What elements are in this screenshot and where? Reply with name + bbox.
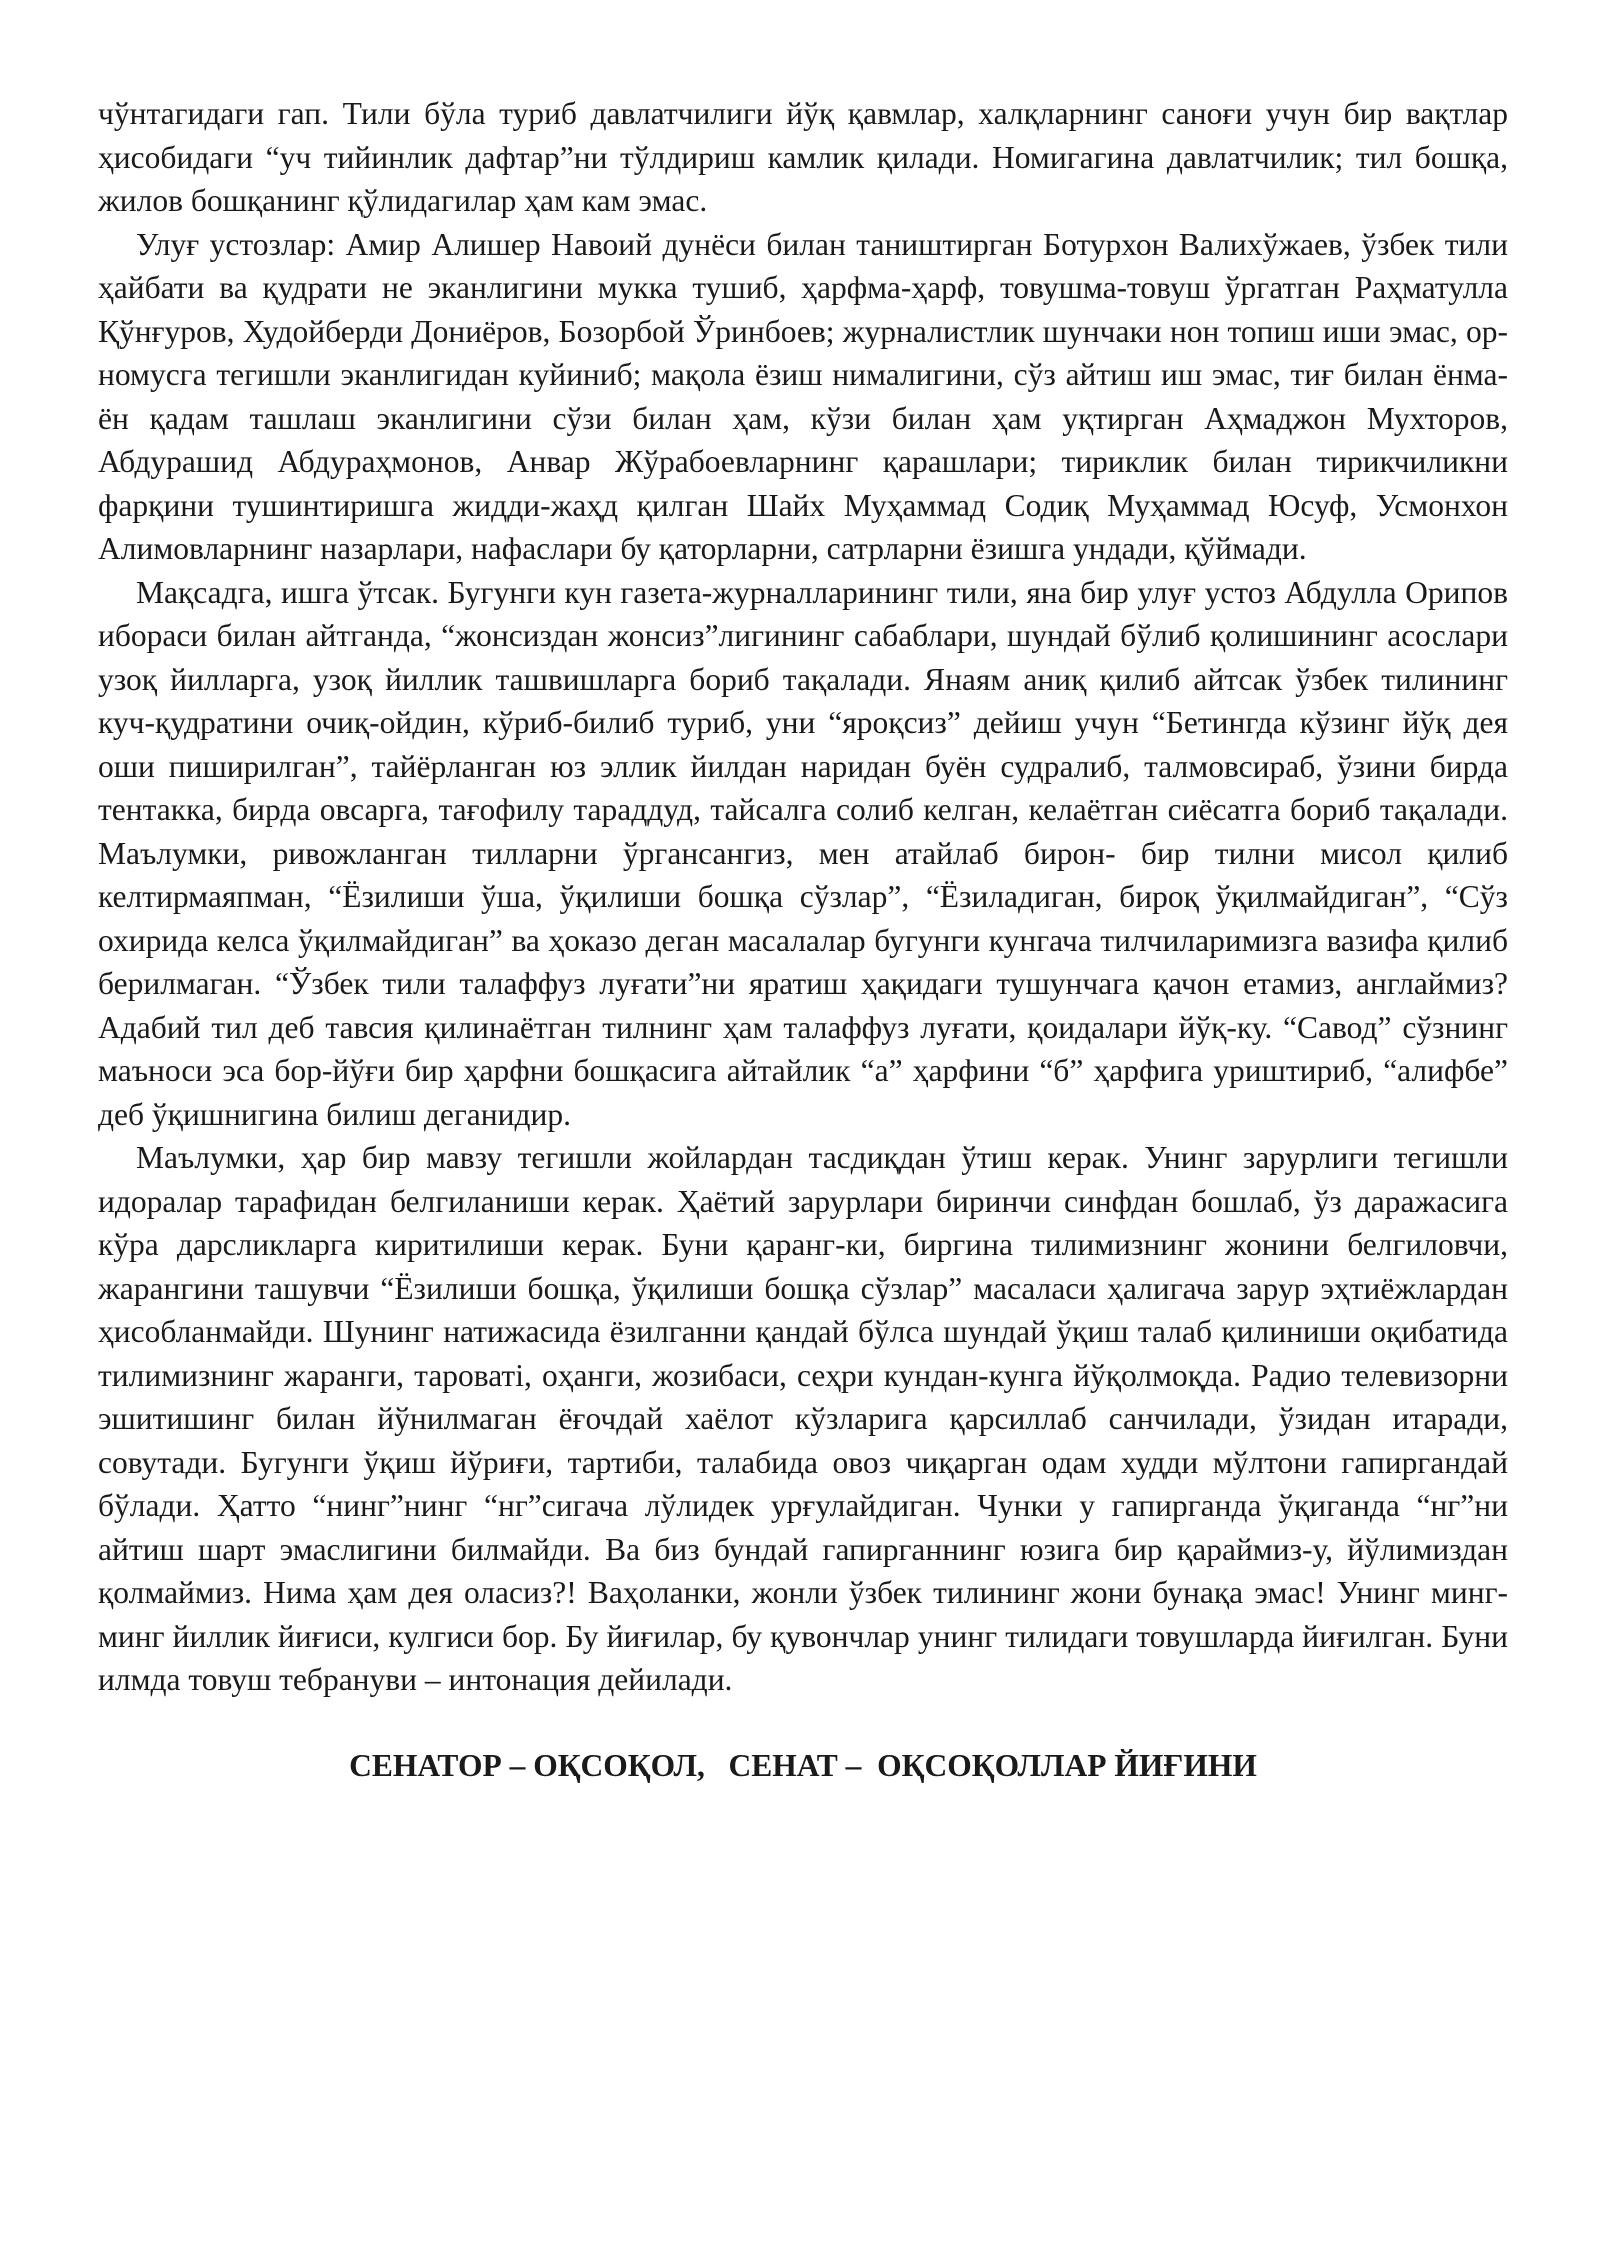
paragraph-purpose: Мақсадга, ишга ўтсак. Бугунги кун газета-журналларининг тили, яна бир улуғ устоз Абдулла Орипов ибораси билан айтганда, “жонсиздан жонсиз”лигининг сабаблари, шундай бўлиб қолишининг асослари узоқ йилларга, узоқ йиллик ташвишларга бориб тақалади. Янаям аниқ қилиб айтсак ўзбек тилининг куч-қудратини очиқ-ойдин, кўриб-билиб туриб, уни “яроқсиз” дейиш учун “Бетингда кўзинг йўқ дея оши пиширилган”, тайёрланган юз эллик йилдан наридан буён судралиб, талмовсираб, ўзини бирда тентакка, бирда овсарга, тағофилу тараддуд, тайсалга солиб келган, келаётган сиёсатга бориб тақалади. Маълумки, ривожланган тилларни ўргансангиз, мен атайлаб бирон- бир тилни мисол қилиб келтирмаяпман, “Ёзилиши ўша, ўқилиши бошқа сўзлар”, “Ёзиладиган, бироқ ўқилмайдиган”, “Сўз охирида келса ўқилмайдиган” ва ҳоказо деган масалалар бугунги кунгача тилчиларимизга вазифа қилиб берилмаган. “Ўзбек тили талаффуз луғати”ни яратиш ҳақидаги тушунчага қачон етамиз, англаймиз? Адабий тил деб тавсия қилинаётган тилнинг ҳам талаффуз луғати, қоидалари йўқ-ку. “Савод” сўзнинг маъноси эса бор-йўғи бир ҳарфни бошқасига айтайлик “а” ҳарфини “б” ҳарфига уриштириб, “алифбе” деб ўқишнигина билиш деганидир. xyxy=(98,574,1508,1132)
section-heading: СЕНАТОР – ОҚСОҚОЛ, СЕНАТ – ОҚСОҚОЛЛАР ЙИҒИНИ xyxy=(349,1747,1257,1783)
document-page xyxy=(98,92,1508,1787)
paragraph-teachers: Улуғ устозлар: Амир Алишер Навоий дунёси билан таништирган Ботурхон Валихўжаев, ўзбек тили ҳайбати ва қудрати не эканлигини мукка тушиб, ҳарфма-ҳарф, товушма-товуш ўргатган Раҳматулла Қўнғуров, Худойберди Дониёров, Бозорбой Ўринбоев; журналистлик шунчаки нон топиш иши эмас, ор-номусга тегишли эканлигидан куйиниб; мақола ёзиш нималигини, сўз айтиш иш эмас, тиғ билан ёнма-ён қадам ташлаш эканлигини сўзи билан ҳам, кўзи билан ҳам уқтирган Аҳмаджон Мухторов, Абдурашид Абдураҳмонов, Анвар Жўрабоевларнинг қарашлари; тириклик билан тирикчиликни фарқини тушинтиришга жидди-жаҳд қилган Шайх Муҳаммад Содиқ Муҳаммад Юсуф, Усмонхон Алимовларнинг назарлари, нафаслари бу қаторларни, сатрларни ёзишга ундади, қўймади. xyxy=(98,226,1508,566)
paragraph-pronunciation: Маълумки, ҳар бир мавзу тегишли жойлардан тасдиқдан ўтиш керак. Унинг зарурлиги тегишли идоралар тарафидан белгиланиши керак. Ҳаётий зарурлари биринчи синфдан бошлаб, ўз даражасига кўра дарсликларга киритилиши керак. Буни қаранг-ки, биргина тилимизнинг жонини белгиловчи, жарангини ташувчи “Ёзилиши бошқа, ўқилиши бошқа сўзлар” масаласи ҳалигача зарур эҳтиёжлардан ҳисобланмайди. Шунинг натижасида ёзилганни қандай бўлса шундай ўқиш талаб қилиниши оқибатида тилимизнинг жаранги, тароватi, оҳанги, жозибаси, сеҳри кундан-кунга йўқолмоқда. Радио телевизорни эшитишинг билан йўнилмаган ёғочдай хаёлот кўзларига қарсиллаб санчилади, ўзидан итаради, совутади. Бугунги ўқиш йўриғи, тартиби, талабида овоз чиқарган одам худди мўлтони гапиргандай бўлади. Ҳатто “нинг”нинг “нг”сигача лўлидек урғулайдиган. Чунки у гапирганда ўқиганда “нг”ни айтиш шарт эмаслигини билмайди. Ва биз бундай гапирганнинг юзига бир қараймиз-у, йўлимиздан қолмаймиз. Нима ҳам дея оласиз?! Ваҳоланки, жонли ўзбек тилининг жони бунақа эмас! Унинг минг-минг йиллик йиғиси, кулгиси бор. Бу йиғилар, бу қувончлар унинг тилидаги товушларда йиғилган. Буни илмда товуш тебрануви – интонация дейилади. xyxy=(98,1140,1508,1697)
paragraph-continuation: чўнтагидаги гап. Тили бўла туриб давлатчилиги йўқ қавмлар, халқларнинг саноғи учун бир вақтлар ҳисобидаги “уч тийинлик дафтар”ни тўлдириш камлик қилади. Номигагина давлатчилик; тил бошқа, жилов бошқанинг қўлидагилар ҳам кам эмас. xyxy=(98,96,1508,218)
